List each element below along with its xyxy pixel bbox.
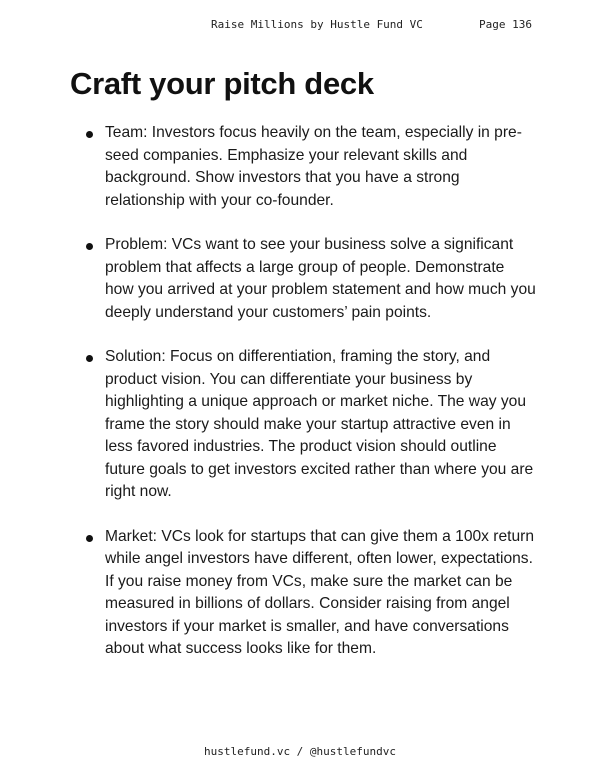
bullet-dot-icon	[86, 355, 93, 362]
bullet-dot-icon	[86, 243, 93, 250]
bullet-item-team	[86, 122, 536, 212]
page-header	[0, 18, 600, 34]
bullet-dot-icon	[86, 131, 93, 138]
page-footer: hustlefund.vc / @hustlefundvc	[203, 745, 397, 758]
bullet-text: Solution: Focus on differentiation, framing the story, and product vision. You can differentiate your business by highlighting a unique approach or market niche. The way you frame the story should make your startup attractive even in less favored industries. The product vision should outline future goals to get investors excited rather than where you are right now.	[105, 348, 534, 500]
section-heading: Craft your pitch deck	[70, 66, 374, 101]
bullet-list	[86, 122, 536, 683]
page-number: Page 136	[479, 18, 532, 31]
bullet-text: Team: Investors focus heavily on the team, especially in pre-seed companies. Emphasize your relevant skills and background. Show investors that you have a strong relationship with your co-founder.	[105, 124, 522, 209]
bullet-item-market	[86, 526, 536, 661]
bullet-item-solution	[86, 346, 536, 504]
bullet-item-problem	[86, 234, 536, 324]
book-title: Raise Millions by Hustle Fund VC	[211, 18, 423, 31]
bullet-text: Market: VCs look for startups that can give them a 100x return while angel investors have different, often lower, expectations. If you raise money from VCs, make sure the market can be measured in billions of dollars. Consider raising from angel investors if your market is smaller, and have conversations about what success looks like for them.	[105, 527, 535, 657]
bullet-text: Problem: VCs want to see your business solve a significant problem that affects a large group of people. Demonstrate how you arrived at your problem statement and how much you deeply understand your customers’ pain points.	[105, 236, 536, 321]
bullet-dot-icon	[86, 535, 93, 542]
